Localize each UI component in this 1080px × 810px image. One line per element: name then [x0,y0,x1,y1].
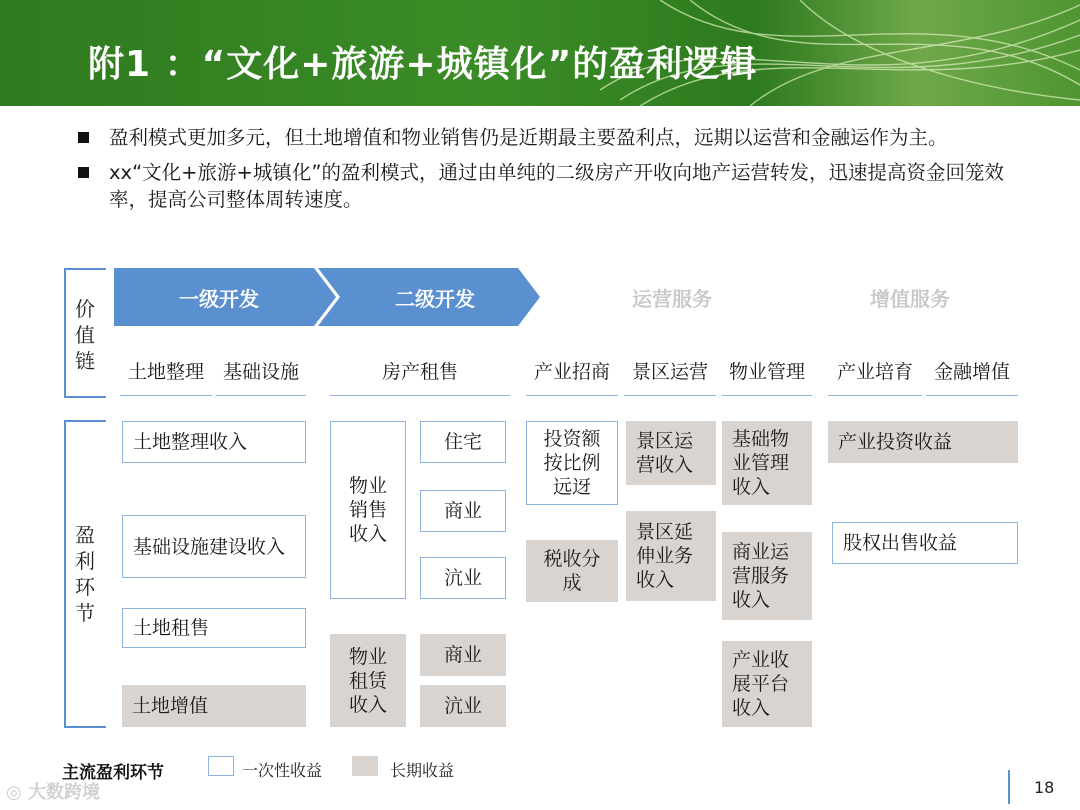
activity-land-consolidation: 土地整理 [120,348,212,396]
bullet-item [78,159,1018,213]
bullet-item [78,124,1018,151]
legend-swatch-long-term [352,756,378,776]
activity-infrastructure: 基础设施 [216,348,306,396]
watermark-mark-icon: ◎ [6,782,28,803]
profit-infrastructure-income: 基础设施建设收入 [122,515,306,578]
profit-commercial-sale: 商业 [420,490,506,532]
profit-links-label: 盈利环节 [75,523,95,625]
bullet-square-icon [78,167,89,178]
value-chain-label: 价值链 [75,297,95,373]
bullet-square-icon [78,132,89,143]
legend-title: 主流盈利环节 [62,763,164,783]
activity-scenic-operation: 景区运营 [624,348,716,396]
profit-scenic-operation-income: 景区运营收入 [626,421,716,485]
profit-property-lease-income: 物业租赁收入 [330,634,406,727]
activity-financial-appreciation: 金融增值 [926,348,1018,396]
stage-secondary-development: 二级开发 [395,286,475,311]
page-number-divider [1008,770,1010,804]
profit-land-rent-sale: 土地租售 [122,608,306,648]
profit-scenic-extension-income: 景区延伸业务收入 [626,511,716,601]
profit-land-appreciation: 土地增值 [122,685,306,727]
header-banner [0,0,1080,106]
stage-operation-services: 运营服务 [632,286,712,311]
bullet-text: 盈利模式更加多元，但土地增值和物业销售仍是近期最主要盈利点，远期以运营和金融运作为主。 [109,126,948,149]
watermark-logo [6,778,100,804]
legend-swatch-one-time [208,756,234,776]
watermark-text: 大数跨境 [27,782,100,803]
profit-industry-investment-return: 产业投资收益 [828,421,1018,463]
profit-other-sale: 沆业 [420,557,506,599]
legend-label-long-term: 长期收益 [390,761,455,780]
profit-equity-sale-return: 股权出售收益 [832,522,1018,564]
profit-basic-property-management-income: 基础物业管理收入 [722,421,812,505]
legend-label-one-time: 一次性收益 [242,761,323,780]
activity-industry-investment-attraction: 产业招商 [526,348,618,396]
bullet-text: xx“文化+旅游+城镇化”的盈利模式，通过由单纯的二级房产开收向地产运营转发，迅速提高资金回笼效率，提高公司整体周转速度。 [109,161,1004,211]
activity-property-management: 物业管理 [722,348,812,396]
profit-other-lease: 沆业 [420,685,506,727]
profit-commercial-operation-income: 商业运营服务收入 [722,532,812,620]
profit-property-sales-income: 物业销售收入 [330,421,406,599]
profit-industry-platform-income: 产业收展平台收入 [722,641,812,727]
profit-residential: 住宅 [420,421,506,463]
stage-primary-development: 一级开发 [179,286,259,311]
profit-land-consolidation-income: 土地整理收入 [122,421,306,463]
activity-industry-cultivation: 产业培育 [828,348,922,396]
page-number: 18 [1034,778,1055,797]
profit-tax-sharing: 税收分成 [526,540,618,602]
page-title: 附1 ：“文化+旅游+城镇化”的盈利逻辑 [88,44,758,85]
stage-value-added-services: 增值服务 [870,286,950,311]
profit-commercial-lease: 商业 [420,634,506,676]
activity-property-rent-sale: 房产租售 [330,348,510,396]
profit-investment-proportional-return: 投资额按比例远迓 [526,421,618,505]
bullet-list [78,124,1018,221]
